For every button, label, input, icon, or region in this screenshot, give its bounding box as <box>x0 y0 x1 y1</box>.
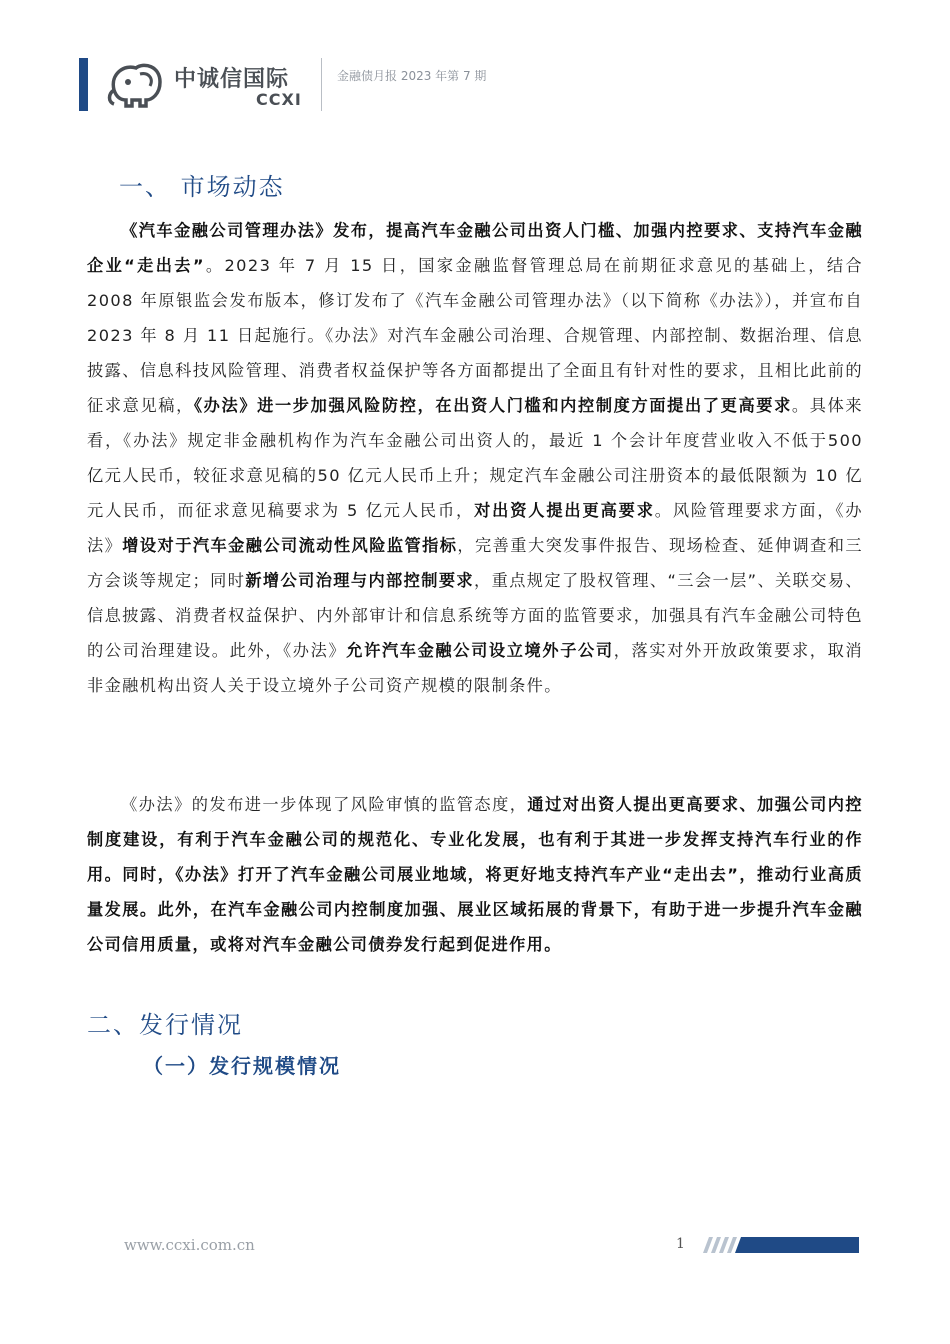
report-title: 金融债月报 2023 年第 7 期 <box>337 69 487 83</box>
paragraph-market-dynamics <box>87 213 863 703</box>
text-segment: ，完善重大突发事件报告、现场检查、延伸调查和三方会谈等规定；同时 <box>87 536 863 590</box>
bold-text-segment: 通过对出资人提出更高要求、加强公司内控制度建设，有利于汽车金融公司的规范化、专业化发展，也有利于其进一步发挥支持汽车行业的作用。同时，《办法》打开了汽车金融公司展业地域，将更好地支持汽车产业“走出去”，推动行业高质量发展。此外，在汽车金融公司内控制度加强、展业区域拓展的背景下，有助于进一步提升汽车金融公司信用质量，或将对汽车金融公司债券发行起到促进作用。 <box>87 795 863 954</box>
section-heading-market: 一、 市场动态 <box>119 173 285 201</box>
bold-text-segment: 增设对于汽车金融公司流动性风险监管指标 <box>122 536 458 555</box>
bold-text-segment: 《汽车金融公司管理办法》发布，提高汽车金融公司出资人门槛、加强内控要求、支持汽车金融企业“走出去” <box>87 221 863 275</box>
text-segment: ，落实对外开放政策要求，取消非金融机构出资人关于设立境外子公司资产规模的限制条件。 <box>87 641 864 695</box>
bold-text-segment: 《办法》进一步加强风险防控，在出资人门槛和内控制度方面提出了更高要求 <box>193 396 792 415</box>
header-accent-bar <box>79 58 88 111</box>
footer-website-link[interactable]: www.ccxi.com.cn <box>124 1236 255 1254</box>
text-segment: 。具体来看，《办法》规定非金融机构作为汽车金融公司出资人的，最近 1 个会计年度营业收入不低于500 亿元人民币，较征求意见稿的50 亿元人民币上升；规定汽车金融公司注册资本的最低限额为 10 亿元人民币，而征求意见稿要求为 5 亿元人民币， <box>87 396 863 520</box>
elephant-logo-icon <box>106 60 168 110</box>
text-segment: 。风险管理要求方面，《办法》 <box>87 501 863 555</box>
section-heading-issuance: 二、发行情况 <box>87 1011 243 1039</box>
text-segment: 《办法》的发布进一步体现了风险审慎的监管态度， <box>121 795 528 814</box>
page-number: 1 <box>676 1236 685 1252</box>
bold-text-segment: 新增公司治理与内部控制要求 <box>245 571 475 590</box>
paragraph-regulatory-impact <box>87 787 863 962</box>
bold-text-segment: 对出资人提出更高要求 <box>474 501 655 520</box>
logo-english-name: CCXI <box>256 90 302 109</box>
header-divider <box>321 58 322 111</box>
bold-text-segment: 允许汽车金融公司设立境外子公司 <box>346 641 614 660</box>
ccxi-logo <box>106 60 316 110</box>
text-segment: 。2023 年 7 月 15 日，国家金融监督管理总局在前期征求意见的基础上，结合 2008 年原银监会发布版本，修订发布了《汽车金融公司管理办法》（以下简称《办法》），并宣布自 2023 年 8 月 11 日起施行。《办法》对汽车金融公司治理、合规管理、内部控制、数据治理、信息披露、信息科技风险管理、消费者权益保护等各方面都提出了全面且有针对性的要求，且相比此前的征求意见稿， <box>87 256 864 415</box>
subsection-heading-issuance-scale: （一）发行规模情况 <box>143 1054 341 1078</box>
logo-chinese-name: 中诚信国际 <box>174 67 290 92</box>
footer-stripe-decoration <box>697 1237 859 1253</box>
text-segment: ，重点规定了股权管理、“三会一层”、关联交易、信息披露、消费者权益保护、内外部审计和信息系统等方面的监管要求，加强具有汽车金融公司特色的公司治理建设。此外，《办法》 <box>87 571 863 660</box>
